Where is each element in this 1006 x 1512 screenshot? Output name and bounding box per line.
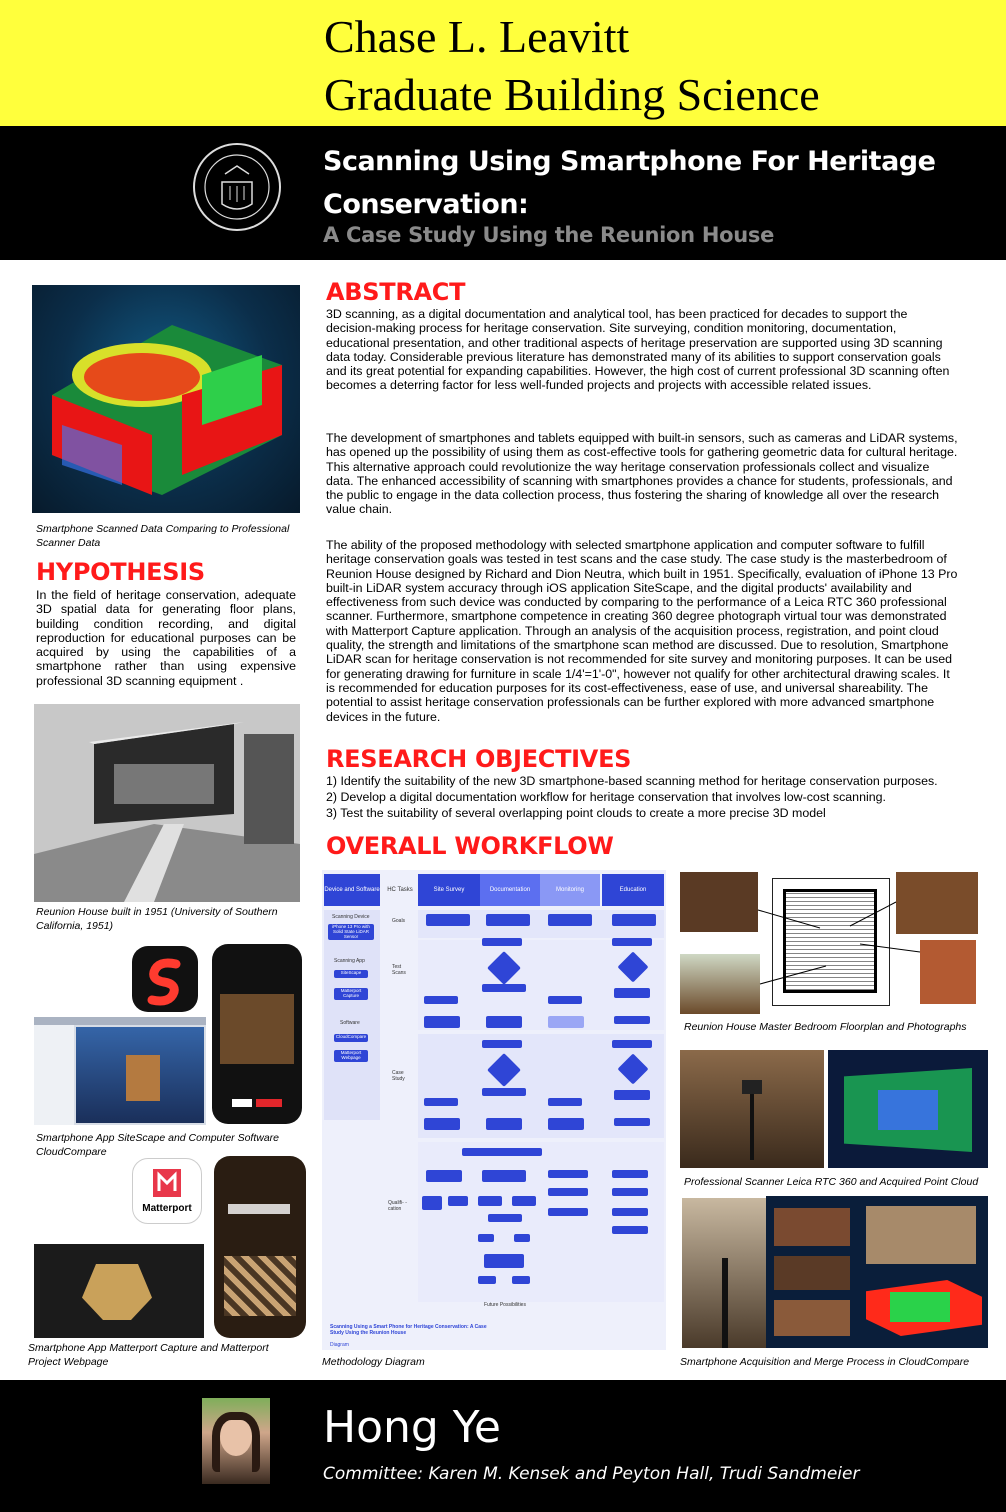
wf-iphone-box: iPhone 13 Pro with Solid State LiDAR Sensor	[328, 924, 374, 940]
university-seal-logo	[192, 142, 282, 232]
wf-matterport-web-box: Matterport Webpage	[334, 1050, 368, 1062]
objective-2: 2) Develop a digital documentation workflow for heritage conservation that involves low-cost scanning.	[326, 790, 886, 804]
reunion-house-photo	[34, 704, 300, 902]
workflow-heading: OVERALL WORKFLOW	[326, 832, 614, 860]
wf-col-documentation: Documentation	[480, 874, 540, 906]
wf-row-goals: Goals	[392, 918, 406, 924]
wf-matterport-box: Matterport Capture	[334, 988, 368, 1000]
abstract-paragraph-2: The development of smartphones and tablets equipped with built-in sensors, such as cameras and LiDAR systems, has opened up the possibility of using them as cost-effective tools for gathering geometric data for cultural heritage. This alternative approach could revolutionize the way heritage conservation professionals collect and visualize data. The enhanced accessibility of scanning with smartphones provides a chance for students, professionals, and the public to engage in the data collection process, thus fostering the sharing of knowledge all over the research value chain.	[326, 431, 958, 517]
wf-future: Future Possibilities	[484, 1302, 526, 1308]
merge-caption: Smartphone Acquisition and Merge Process in CloudCompare	[680, 1356, 970, 1368]
matterport-caption: Smartphone App Matterport Capture and Matterport Project Webpage	[28, 1342, 269, 1368]
wf-footer-title: Scanning Using a Smart Phone for Heritage Conservation: A Case Study Using the Reunion House	[330, 1324, 487, 1336]
author-portrait	[202, 1398, 270, 1484]
wf-software: Software	[340, 1020, 360, 1026]
matterport-webpage-screenshot	[34, 1244, 204, 1338]
wf-col-hc: HC Tasks	[387, 887, 413, 893]
footer-band	[0, 1380, 1006, 1512]
matterport-app-icon	[132, 1158, 202, 1224]
floorplan-caption: Reunion House Master Bedroom Floorplan and Photographs	[684, 1021, 967, 1033]
wf-col-education: Education	[602, 874, 664, 906]
reunion-house-caption: Reunion House built in 1951 (University of Southern California, 1951)	[36, 906, 278, 932]
leica-point-cloud-image	[828, 1050, 988, 1168]
matterport-logo-icon	[151, 1167, 183, 1199]
wf-cloudcompare-box: CloudCompare	[334, 1034, 368, 1042]
author-name: Hong Ye	[323, 1402, 501, 1453]
wf-col-monitoring: Monitoring	[540, 874, 600, 906]
wf-col-device: Device and Software	[324, 874, 380, 906]
hypothesis-text: In the field of heritage conservation, adequate 3D spatial data for generating floor plans, building condition recording, and digital reproduction for educational purposes can be acquired by using the capabilities of a smartphone rather than using expensive professional 3D scanning equipment .	[36, 588, 296, 688]
abstract-heading: ABSTRACT	[326, 278, 466, 306]
cloudcompare-screenshot	[34, 1017, 206, 1125]
objective-1: 1) Identify the suitability of the new 3D smartphone-based scanning method for heritage conservation purposes.	[326, 774, 938, 788]
wf-row-qualification: Qualifi- -cation	[388, 1200, 407, 1212]
methodology-caption: Methodology Diagram	[322, 1356, 425, 1368]
header-banner	[0, 0, 1006, 126]
wf-row-test-scans: Test Scans	[392, 964, 406, 976]
objective-3: 3) Test the suitability of several overlapping point clouds to create a more precise 3D model	[326, 806, 826, 820]
sitescape-caption: Smartphone App SiteScape and Computer Software CloudCompare	[36, 1132, 280, 1158]
scan-compare-caption: Smartphone Scanned Data Comparing to Professional Scanner Data	[36, 523, 290, 549]
advisor-name: Chase L. Leavitt	[324, 11, 630, 62]
wf-scanning-device: Scanning Device	[332, 914, 370, 920]
hypothesis-heading: HYPOTHESIS	[36, 558, 205, 586]
wf-sitescape-box: SiteScape	[334, 970, 368, 978]
floorplan-leader-lines	[740, 880, 940, 1000]
poster-subtitle: A Case Study Using the Reunion House	[323, 223, 775, 247]
committee-line: Committee: Karen M. Kensek and Peyton Hall, Trudi Sandmeier	[323, 1464, 860, 1484]
wf-scanning-app: Scanning App	[334, 958, 365, 964]
objectives-heading: RESEARCH OBJECTIVES	[326, 745, 632, 773]
wf-footer-sub: Diagram	[330, 1342, 349, 1348]
matterport-phone-screenshot	[214, 1156, 306, 1338]
point-cloud-comparison-image	[32, 285, 300, 513]
wf-col-site-survey: Site Survey	[418, 874, 480, 906]
program-name: Graduate Building Science	[324, 69, 820, 120]
abstract-paragraph-1: 3D scanning, as a digital documentation and analytical tool, has been practiced for decades to support the decision-making process for heritage conservation. Site surveying, condition monitoring, documentation, educational presentation, and other traditional aspects of heritage preservation are supported using 3D scanning data today. Considerable previous literature has demonstrated many of its abilities to support conservation goals and its great potential for expanding capabilities. However, the high cost of current professional 3D scanning often becomes a deterring factor for less well-funded projects and projects with accessible related issues.	[326, 307, 950, 393]
matterport-logo-text: Matterport	[142, 1203, 192, 1214]
wf-row-case-study: Case Study	[392, 1070, 405, 1082]
poster-title: Scanning Using Smartphone For Heritage Conservation:	[323, 146, 936, 220]
sitescape-phone-screenshot	[212, 944, 302, 1124]
sitescape-app-icon	[132, 946, 198, 1012]
leica-scanner-photo	[680, 1050, 824, 1168]
smartphone-acquisition-photo	[682, 1198, 768, 1348]
methodology-diagram	[322, 870, 666, 1350]
leica-caption: Professional Scanner Leica RTC 360 and Acquired Point Cloud	[684, 1176, 979, 1188]
merge-scan-1	[766, 1196, 860, 1348]
abstract-paragraph-3: The ability of the proposed methodology with selected smartphone application and computer software to fulfill heritage conservation goals was tested in test scans and the case study. The case study is the masterbedroom of Reunion House designed by Richard and Dion Neutra, which built in 1951. Specifically, evaluation of iPhone 13 Pro built-in LiDAR system accuracy through iOS application SiteScape, and the digital products' availability and effectiveness from such device was conducted by comparing to the performance of a Leica RTC 360 professional scanner. Furthermore, smartphone competence in creating 360 degree photograph virtual tour was demonstrated with Matterport Capture application. Through an analysis of the acquisition process, registration, and point cloud quality, the strength and limitations of the smartphone scan method are discussed. Due to resolution, Smartphone LiDAR scan for heritage conservation is not recommended for site survey and monitoring purposes. It can be used for generating drawing for furniture in scale 1/4'=1'-0", however not qualify for other architectural drawing scales. It is recommended for education purposes for its cost-effectiveness, ease of use, and universal shareability. The potential to assist heritage conservation professionals can be further explored with more advanced smartphone devices in the future.	[326, 538, 958, 724]
merge-scan-2	[860, 1196, 988, 1348]
wf-device-panel	[324, 910, 380, 1120]
